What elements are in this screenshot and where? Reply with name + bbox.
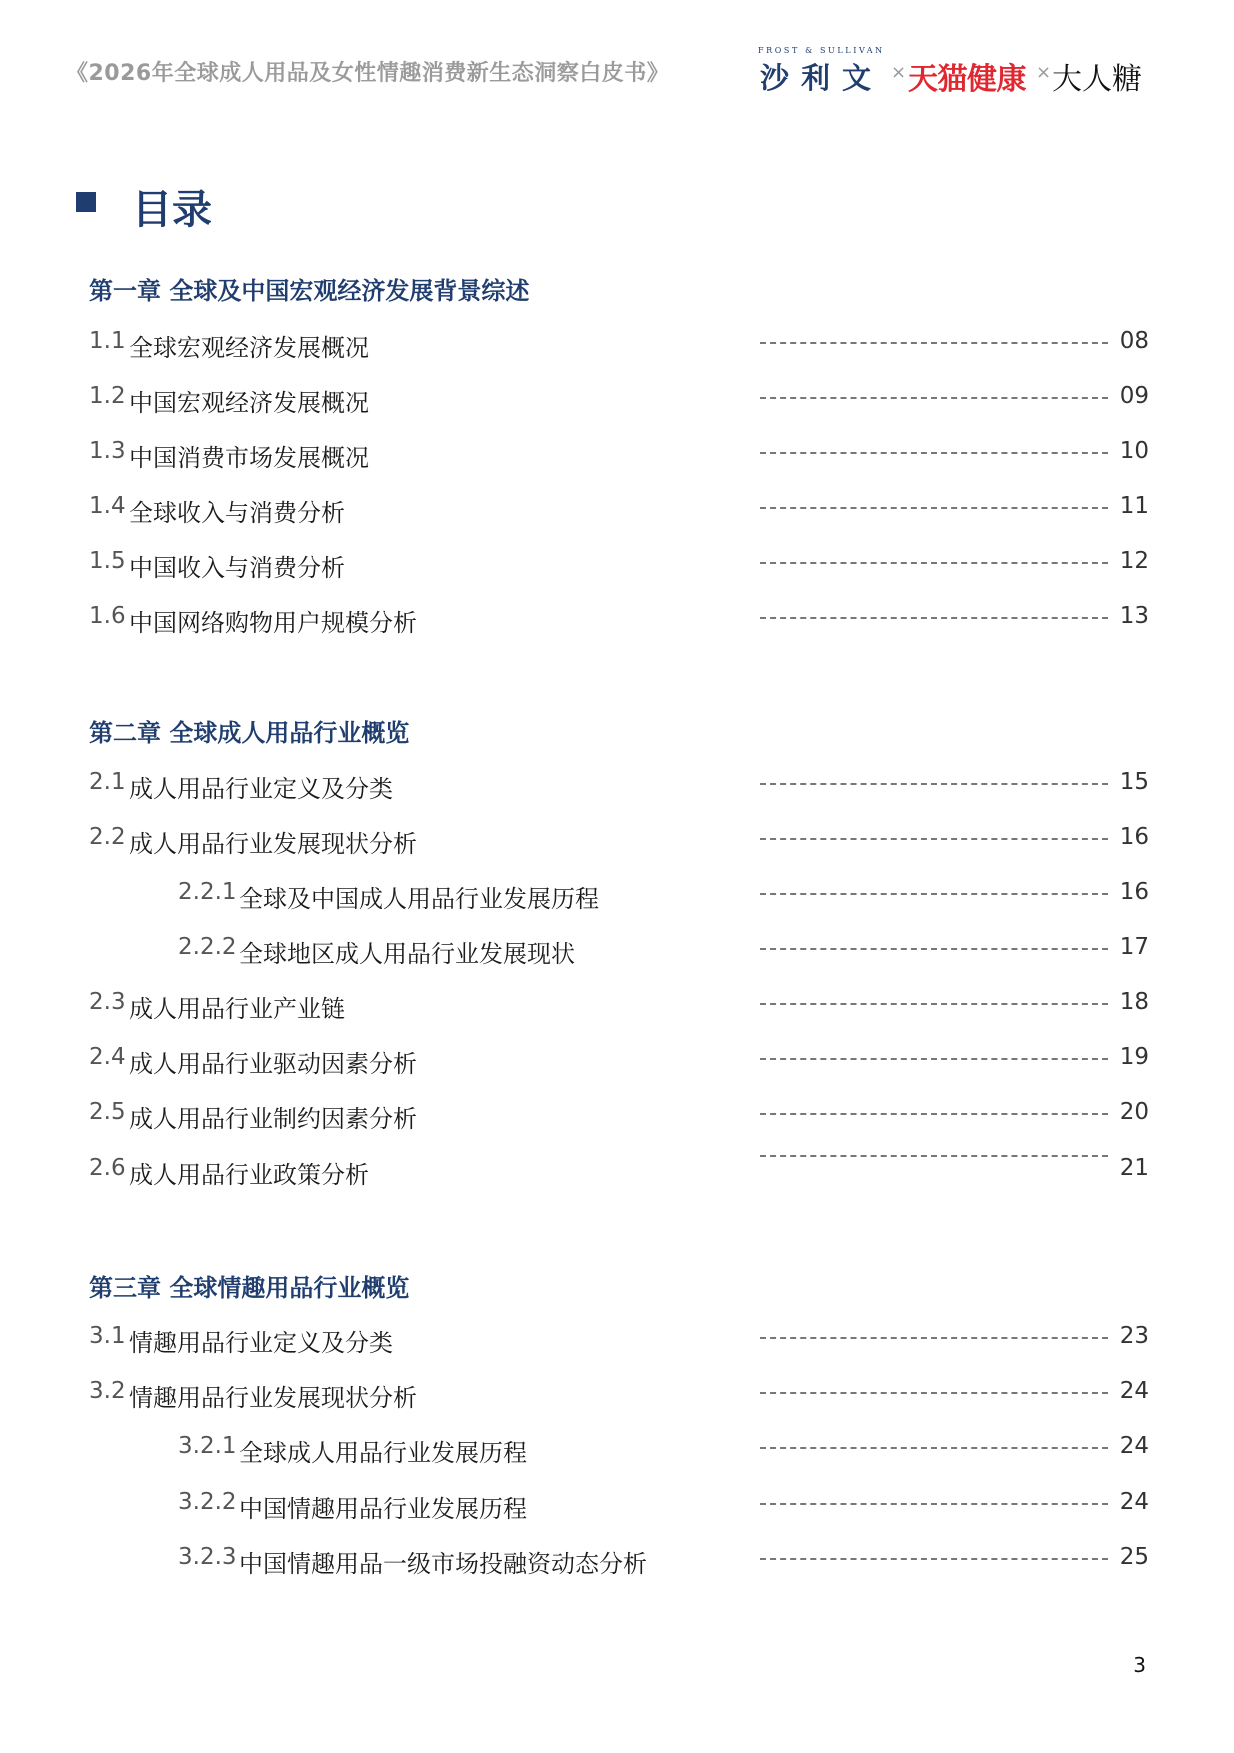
entry-number: 2.6 [89,1155,126,1181]
entry-page: 12 [1119,548,1149,574]
chapter-title: 第一章 全球及中国宏观经济发展背景综述 [89,277,530,305]
dot-leader [760,838,1108,840]
entry-title: 全球地区成人用品行业发展现状 [239,940,575,968]
entry-page: 23 [1119,1323,1149,1349]
entry-number: 2.4 [89,1044,126,1070]
entry-number: 2.2.2 [178,934,237,960]
partner-logos [758,46,1168,97]
entry-title: 情趣用品行业定义及分类 [129,1329,393,1357]
entry-title: 全球及中国成人用品行业发展历程 [239,885,599,913]
toc-entry[interactable] [89,1376,1149,1410]
document-title: 《2026年全球成人用品及女性情趣消费新生态洞察白皮书》 [66,61,670,86]
entry-number: 1.6 [89,603,126,629]
square-bullet-icon [76,192,96,212]
dot-leader [760,1337,1108,1339]
dot-leader [760,1447,1108,1449]
entry-title: 成人用品行业政策分析 [129,1161,369,1189]
entry-number: 2.3 [89,989,126,1015]
entry-title: 中国消费市场发展概况 [129,444,369,472]
dot-leader [760,783,1108,785]
chapter-title: 第二章 全球成人用品行业概览 [89,719,410,747]
toc-entry[interactable] [89,326,1149,360]
toc-subentry[interactable] [89,1431,1149,1465]
entry-page: 09 [1119,383,1149,409]
entry-title: 成人用品行业产业链 [129,995,345,1023]
toc-subentry[interactable] [89,1487,1149,1521]
entry-number: 2.5 [89,1099,126,1125]
dot-leader [760,342,1108,344]
entry-number: 3.2.2 [178,1489,237,1515]
dot-leader [760,1503,1108,1505]
entry-title: 中国情趣用品一级市场投融资动态分析 [239,1550,647,1578]
frost-sullivan-cn-logo: 沙利文 [760,61,884,95]
toc-entry[interactable] [89,381,1149,415]
entry-title: 中国情趣用品行业发展历程 [239,1495,527,1523]
entry-title: 全球宏观经济发展概况 [129,334,369,362]
tmall-health-logo: 天猫健康 [908,62,1026,97]
entry-page: 17 [1119,934,1149,960]
entry-page: 21 [1119,1155,1149,1181]
toc-entry[interactable] [89,987,1149,1021]
toc-subentry[interactable] [89,877,1149,911]
toc-entry[interactable] [89,436,1149,470]
entry-title: 中国宏观经济发展概况 [129,389,369,417]
times-separator-icon: × [1036,62,1052,83]
entry-number: 3.2 [89,1378,126,1404]
toc-subentry[interactable] [89,932,1149,966]
entry-page: 15 [1119,769,1149,795]
entry-page: 13 [1119,603,1149,629]
dot-leader [760,948,1108,950]
entry-title: 成人用品行业发展现状分析 [129,830,417,858]
dot-leader [760,1558,1108,1560]
entry-page: 24 [1119,1433,1149,1459]
entry-title: 中国收入与消费分析 [129,554,345,582]
toc-entry[interactable] [89,1097,1149,1131]
entry-number: 3.2.3 [178,1544,237,1570]
entry-page: 24 [1119,1489,1149,1515]
entry-page: 16 [1119,879,1149,905]
entry-page: 24 [1119,1378,1149,1404]
toc-entry[interactable] [89,1153,1149,1187]
entry-number: 3.1 [89,1323,126,1349]
dot-leader [760,617,1108,619]
entry-title: 全球收入与消费分析 [129,499,345,527]
toc-entry[interactable] [89,1321,1149,1355]
entry-title: 中国网络购物用户规模分析 [129,609,417,637]
entry-number: 2.1 [89,769,126,795]
entry-page: 19 [1119,1044,1149,1070]
entry-number: 3.2.1 [178,1433,237,1459]
entry-number: 1.3 [89,438,126,464]
dot-leader [760,397,1108,399]
dot-leader [760,1392,1108,1394]
entry-title: 全球成人用品行业发展历程 [239,1439,527,1467]
entry-page: 25 [1119,1544,1149,1570]
toc-entry[interactable] [89,491,1149,525]
entry-page: 18 [1119,989,1149,1015]
entry-number: 1.1 [89,328,126,354]
dot-leader [760,562,1108,564]
entry-number: 1.2 [89,383,126,409]
entry-page: 10 [1119,438,1149,464]
chapter-title: 第三章 全球情趣用品行业概览 [89,1274,410,1302]
entry-number: 2.2 [89,824,126,850]
entry-page: 20 [1119,1099,1149,1125]
entry-number: 1.4 [89,493,126,519]
entry-page: 16 [1119,824,1149,850]
dot-leader [760,1003,1108,1005]
entry-title: 成人用品行业驱动因素分析 [129,1050,417,1078]
dot-leader [760,1113,1108,1115]
times-separator-icon: × [891,62,907,83]
toc-title: 目录 [132,187,212,233]
toc-entry[interactable] [89,767,1149,801]
dot-leader [760,1155,1108,1157]
toc-entry[interactable] [89,822,1149,856]
dot-leader [760,893,1108,895]
entry-title: 成人用品行业制约因素分析 [129,1105,417,1133]
dot-leader [760,452,1108,454]
entry-number: 2.2.1 [178,879,237,905]
dot-leader [760,1058,1108,1060]
dareng-logo: 大人糖 [1052,62,1142,97]
entry-title: 成人用品行业定义及分类 [129,775,393,803]
entry-title: 情趣用品行业发展现状分析 [129,1384,417,1412]
frost-sullivan-en-logo: FROST & SULLIVAN [758,46,885,55]
toc-entry[interactable] [89,601,1149,635]
entry-page: 08 [1119,328,1149,354]
entry-number: 1.5 [89,548,126,574]
toc-subentry[interactable] [89,1542,1149,1576]
page-number: 3 [1133,1653,1146,1677]
toc-entry[interactable] [89,546,1149,580]
dot-leader [760,507,1108,509]
entry-page: 11 [1119,493,1149,519]
toc-entry[interactable] [89,1042,1149,1076]
